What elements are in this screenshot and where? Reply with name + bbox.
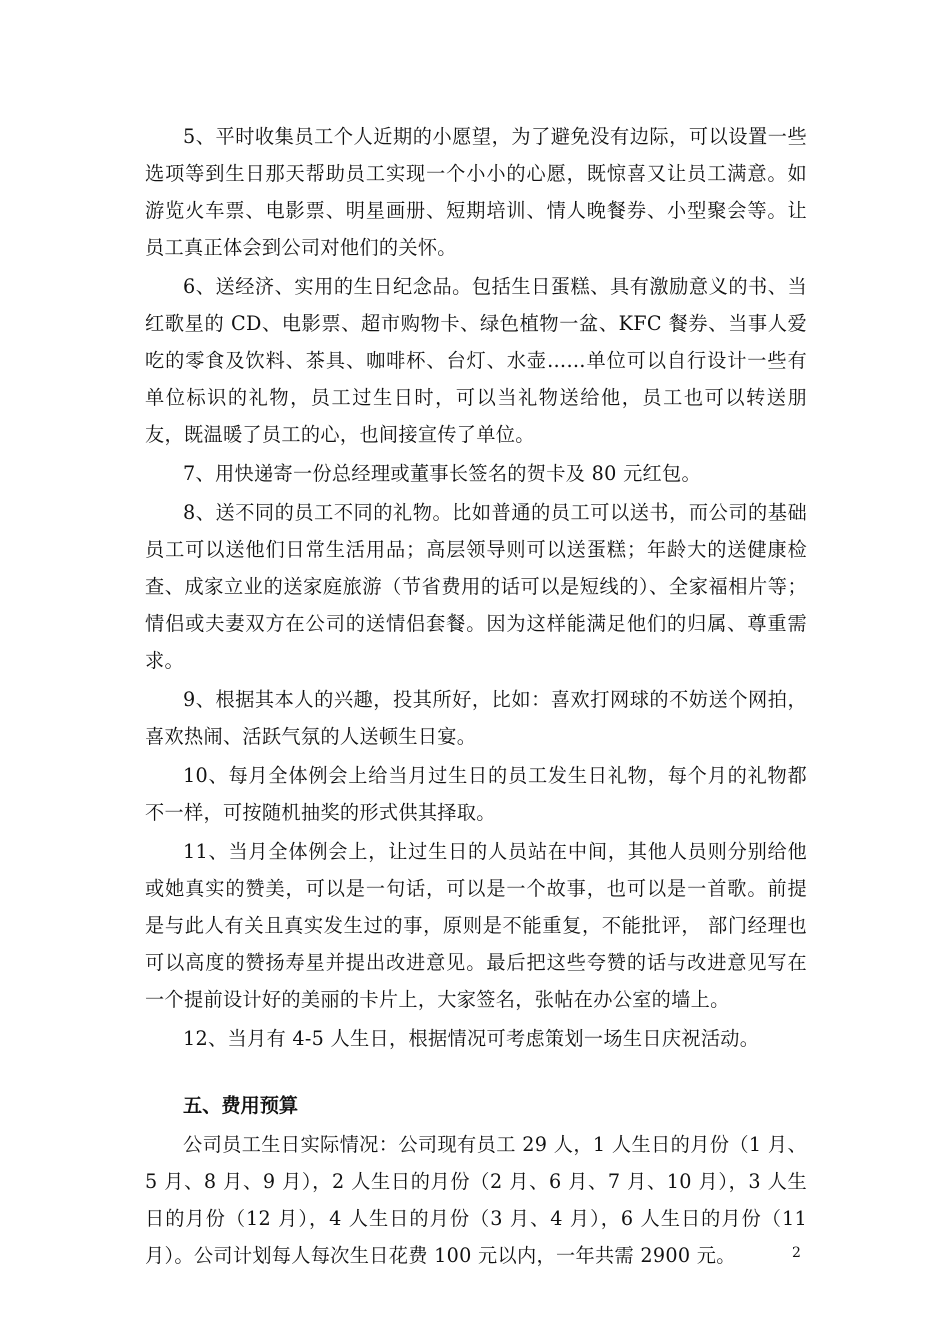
paragraph-item-6: 6、送经济、实用的生日纪念品。包括生日蛋糕、具有激励意义的书、当红歌星的 CD、电影票、超市购物卡、绿色植物一盆、KFC 餐券、当事人爱吃的零食及饮料、茶具、咖啡杯、台灯、水壶……单位可以自行设计一些有单位标识的礼物，员工过生日时，可以当礼物送给他，员工也可以转送朋友，既温暖了员工的心，也间接宣传了单位。 — [145, 275, 807, 446]
document-body — [145, 118, 807, 1276]
section-heading-budget: 五、费用预算 — [183, 1094, 299, 1117]
budget-paragraph: 公司员工生日实际情况：公司现有员工 29 人，1 人生日的月份（1 月、5 月、8 月、9 月），2 人生日的月份（2 月、6 月、7 月、10 月），3 人生日的月份（12 月），4 人生日的月份（3 月、4 月），6 人生日的月份（11 月）。公司计划每人每次生日花费 100 元以内，一年共需 2900 元。 — [145, 1133, 807, 1267]
paragraph-item-8: 8、送不同的员工不同的礼物。比如普通的员工可以送书，而公司的基础员工可以送他们日常生活用品；高层领导则可以送蛋糕；年龄大的送健康检查、成家立业的送家庭旅游（节省费用的话可以是短线的）、全家福相片等；情侣或夫妻双方在公司的送情侣套餐。因为这样能满足他们的归属、尊重需求。 — [145, 501, 807, 672]
paragraph-item-5: 5、平时收集员工个人近期的小愿望，为了避免没有边际，可以设置一些选项等到生日那天帮助员工实现一个小小的心愿，既惊喜又让员工满意。如游览火车票、电影票、明星画册、短期培训、情人晚餐券、小型聚会等。让员工真正体会到公司对他们的关怀。 — [145, 125, 807, 259]
paragraph-item-10: 10、每月全体例会上给当月过生日的员工发生日礼物，每个月的礼物都不一样，可按随机抽奖的形式供其择取。 — [145, 764, 807, 824]
page-number: 2 — [792, 1245, 801, 1261]
paragraph-item-7: 7、用快递寄一份总经理或董事长签名的贺卡及 80 元红包。 — [183, 462, 702, 485]
paragraph-item-12: 12、当月有 4-5 人生日，根据情况可考虑策划一场生日庆祝活动。 — [183, 1027, 760, 1050]
paragraph-item-11: 11、当月全体例会上，让过生日的人员站在中间，其他人员则分别给他或她真实的赞美，可以是一句话，可以是一个故事，也可以是一首歌。前提是与此人有关且真实发生过的事，原则是不能重复，不能批评， 部门经理也可以高度的赞扬寿星并提出改进意见。最后把这些夸赞的话与改进意见写在一个提前设计好的美丽的卡片上，大家签名，张帖在办公室的墙上。 — [145, 840, 807, 1011]
paragraph-item-9: 9、根据其本人的兴趣，投其所好，比如：喜欢打网球的不妨送个网拍，喜欢热闹、活跃气氛的人送顿生日宴。 — [145, 688, 807, 748]
